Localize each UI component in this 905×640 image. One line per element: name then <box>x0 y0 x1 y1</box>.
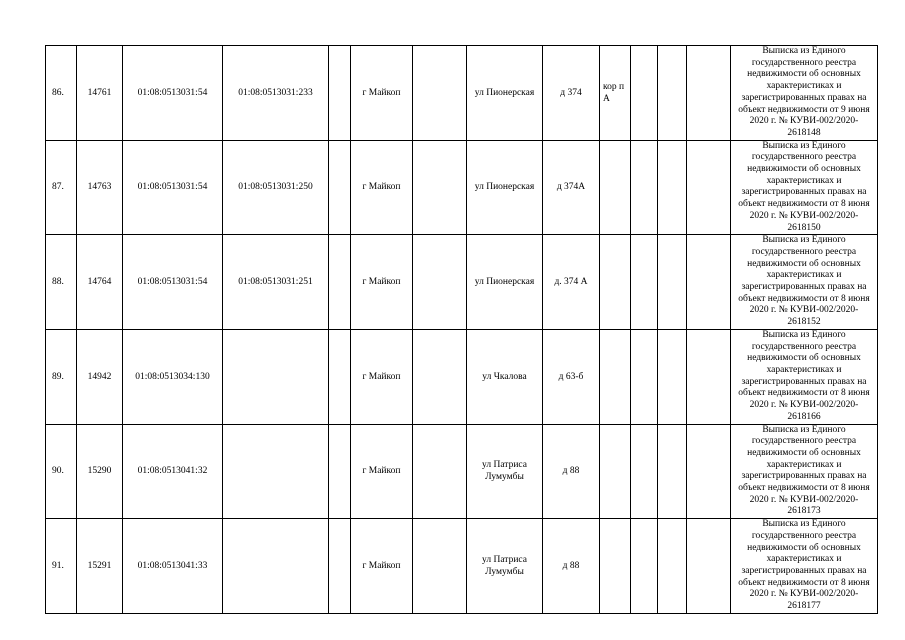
empty-cell <box>329 329 351 424</box>
object-id-cell: 15291 <box>77 519 123 614</box>
empty-cell <box>631 46 658 141</box>
empty-cell <box>687 235 731 330</box>
city-cell: г Майкоп <box>351 329 413 424</box>
empty-cell <box>687 140 731 235</box>
empty-cell <box>631 235 658 330</box>
document-reference-cell: Выписка из Единого государственного реестра недвижимости об основных характеристиках и зарегистрированных правах на объект недвижимости от 8 июня 2020 г. № КУВИ-002/2020-2618173 <box>731 424 878 519</box>
empty-cell <box>631 329 658 424</box>
row-number-cell: 89. <box>46 329 77 424</box>
empty-cell <box>413 424 467 519</box>
land-cadastral-number-cell: 01:08:0513041:32 <box>123 424 223 519</box>
empty-cell <box>631 519 658 614</box>
empty-cell <box>687 424 731 519</box>
table-row <box>46 140 878 235</box>
street-cell: ул Пионерская <box>467 140 543 235</box>
row-number-cell: 87. <box>46 140 77 235</box>
empty-cell <box>329 424 351 519</box>
land-cadastral-number-cell: 01:08:0513031:54 <box>123 140 223 235</box>
empty-cell <box>658 519 687 614</box>
empty-cell <box>658 46 687 141</box>
table-row <box>46 424 878 519</box>
empty-cell <box>658 235 687 330</box>
row-number-cell: 90. <box>46 424 77 519</box>
corpus-cell <box>600 235 631 330</box>
empty-cell <box>329 519 351 614</box>
building-cadastral-number-cell <box>223 424 329 519</box>
city-cell: г Майкоп <box>351 424 413 519</box>
city-cell: г Майкоп <box>351 235 413 330</box>
corpus-cell <box>600 519 631 614</box>
street-cell: ул Чкалова <box>467 329 543 424</box>
empty-cell <box>413 235 467 330</box>
land-cadastral-number-cell: 01:08:0513031:54 <box>123 235 223 330</box>
corpus-cell <box>600 424 631 519</box>
city-cell: г Майкоп <box>351 140 413 235</box>
building-cadastral-number-cell: 01:08:0513031:250 <box>223 140 329 235</box>
house-number-cell: д 374 <box>543 46 600 141</box>
corpus-cell: кор п А <box>600 46 631 141</box>
empty-cell <box>687 329 731 424</box>
land-cadastral-number-cell: 01:08:0513041:33 <box>123 519 223 614</box>
empty-cell <box>413 329 467 424</box>
building-cadastral-number-cell <box>223 519 329 614</box>
land-cadastral-number-cell: 01:08:0513031:54 <box>123 46 223 141</box>
empty-cell <box>413 140 467 235</box>
street-cell: ул Пионерская <box>467 46 543 141</box>
city-cell: г Майкоп <box>351 46 413 141</box>
empty-cell <box>658 329 687 424</box>
street-cell: ул Патриса Лумумбы <box>467 424 543 519</box>
building-cadastral-number-cell: 01:08:0513031:251 <box>223 235 329 330</box>
object-id-cell: 15290 <box>77 424 123 519</box>
street-cell: ул Пионерская <box>467 235 543 330</box>
object-id-cell: 14764 <box>77 235 123 330</box>
land-cadastral-number-cell: 01:08:0513034:130 <box>123 329 223 424</box>
registry-table <box>45 45 878 614</box>
object-id-cell: 14763 <box>77 140 123 235</box>
empty-cell <box>413 519 467 614</box>
house-number-cell: д 374А <box>543 140 600 235</box>
empty-cell <box>631 424 658 519</box>
document-reference-cell: Выписка из Единого государственного реестра недвижимости об основных характеристиках и зарегистрированных правах на объект недвижимости от 8 июня 2020 г. № КУВИ-002/2020-2618150 <box>731 140 878 235</box>
object-id-cell: 14761 <box>77 46 123 141</box>
table-row <box>46 46 878 141</box>
street-cell: ул Патриса Лумумбы <box>467 519 543 614</box>
row-number-cell: 88. <box>46 235 77 330</box>
document-reference-cell: Выписка из Единого государственного реестра недвижимости об основных характеристиках и зарегистрированных правах на объект недвижимости от 8 июня 2020 г. № КУВИ-002/2020-2618166 <box>731 329 878 424</box>
house-number-cell: д 88 <box>543 424 600 519</box>
table-row <box>46 235 878 330</box>
empty-cell <box>329 46 351 141</box>
row-number-cell: 91. <box>46 519 77 614</box>
corpus-cell <box>600 329 631 424</box>
empty-cell <box>687 46 731 141</box>
house-number-cell: д 63-б <box>543 329 600 424</box>
house-number-cell: д 88 <box>543 519 600 614</box>
building-cadastral-number-cell: 01:08:0513031:233 <box>223 46 329 141</box>
table-row <box>46 329 878 424</box>
table-row <box>46 519 878 614</box>
empty-cell <box>631 140 658 235</box>
house-number-cell: д. 374 А <box>543 235 600 330</box>
empty-cell <box>687 519 731 614</box>
object-id-cell: 14942 <box>77 329 123 424</box>
document-reference-cell: Выписка из Единого государственного реестра недвижимости об основных характеристиках и зарегистрированных правах на объект недвижимости от 8 июня 2020 г. № КУВИ-002/2020-2618177 <box>731 519 878 614</box>
document-reference-cell: Выписка из Единого государственного реестра недвижимости об основных характеристиках и зарегистрированных правах на объект недвижимости от 8 июня 2020 г. № КУВИ-002/2020-2618152 <box>731 235 878 330</box>
empty-cell <box>329 140 351 235</box>
empty-cell <box>658 140 687 235</box>
empty-cell <box>413 46 467 141</box>
city-cell: г Майкоп <box>351 519 413 614</box>
empty-cell <box>329 235 351 330</box>
empty-cell <box>658 424 687 519</box>
row-number-cell: 86. <box>46 46 77 141</box>
document-reference-cell: Выписка из Единого государственного реестра недвижимости об основных характеристиках и зарегистрированных правах на объект недвижимости от 9 июня 2020 г. № КУВИ-002/2020-2618148 <box>731 46 878 141</box>
corpus-cell <box>600 140 631 235</box>
building-cadastral-number-cell <box>223 329 329 424</box>
